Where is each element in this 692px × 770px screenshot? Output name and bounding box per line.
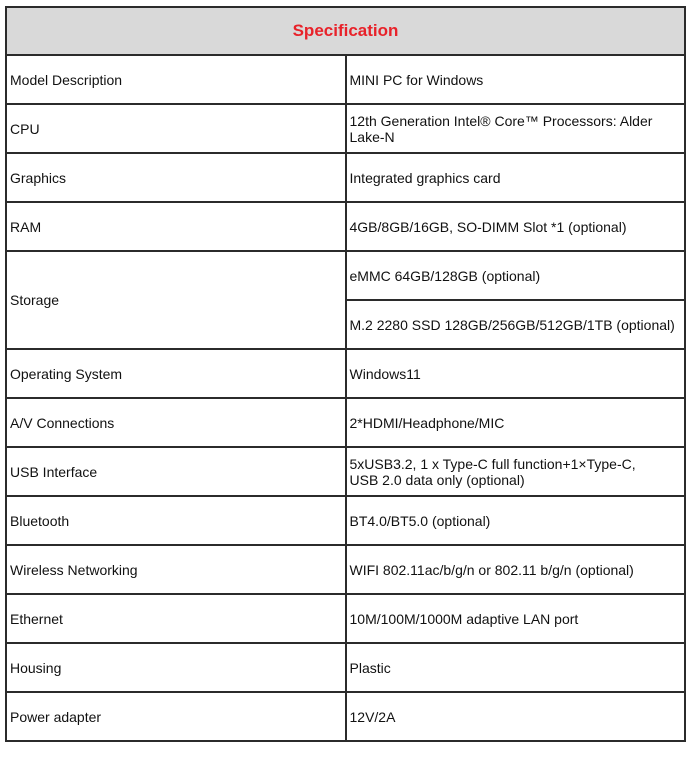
table-row [6, 104, 685, 153]
table-row [6, 496, 685, 545]
table-header-row [6, 7, 685, 55]
specification-table [5, 6, 686, 742]
row-value-operating-system: Windows11 [346, 349, 686, 398]
usb-interface-line-2: USB 2.0 data only (optional) [349, 471, 525, 488]
table-row [6, 594, 685, 643]
row-value-wireless-networking: WIFI 802.11ac/b/g/n or 802.11 b/g/n (optional) [346, 545, 686, 594]
row-value-power-adapter: 12V/2A [346, 692, 686, 741]
table-row [6, 643, 685, 692]
row-value-cpu: 12th Generation Intel® Core™ Processors: Alder Lake-N [346, 104, 686, 153]
row-value-storage-emmc: eMMC 64GB/128GB (optional) [346, 251, 686, 300]
row-label-ethernet: Ethernet [6, 594, 346, 643]
table-row [6, 251, 685, 300]
table-row [6, 398, 685, 447]
table-row [6, 447, 685, 496]
row-value-ethernet: 10M/100M/1000M adaptive LAN port [346, 594, 686, 643]
row-label-cpu: CPU [6, 104, 346, 153]
usb-interface-line-1: 5xUSB3.2, 1 x Type-C full function+1×Type-C, [349, 455, 636, 472]
row-label-ram: RAM [6, 202, 346, 251]
table-row [6, 349, 685, 398]
table-row [6, 202, 685, 251]
row-label-operating-system: Operating System [6, 349, 346, 398]
row-value-ram: 4GB/8GB/16GB, SO-DIMM Slot *1 (optional) [346, 202, 686, 251]
row-value-usb-interface [346, 447, 686, 496]
table-row [6, 545, 685, 594]
row-label-model-description: Model Description [6, 55, 346, 104]
row-value-storage-ssd: M.2 2280 SSD 128GB/256GB/512GB/1TB (optional) [346, 300, 686, 349]
row-label-wireless-networking: Wireless Networking [6, 545, 346, 594]
row-label-usb-interface: USB Interface [6, 447, 346, 496]
table-row [6, 153, 685, 202]
row-label-av-connections: A/V Connections [6, 398, 346, 447]
row-label-power-adapter: Power adapter [6, 692, 346, 741]
row-label-housing: Housing [6, 643, 346, 692]
row-value-av-connections: 2*HDMI/Headphone/MIC [346, 398, 686, 447]
table-row [6, 692, 685, 741]
row-label-storage: Storage [6, 251, 346, 349]
row-value-housing: Plastic [346, 643, 686, 692]
row-value-bluetooth: BT4.0/BT5.0 (optional) [346, 496, 686, 545]
row-label-bluetooth: Bluetooth [6, 496, 346, 545]
row-label-graphics: Graphics [6, 153, 346, 202]
row-value-model-description: MINI PC for Windows [346, 55, 686, 104]
table-row [6, 55, 685, 104]
row-value-graphics: Integrated graphics card [346, 153, 686, 202]
table-title: Specification [6, 7, 685, 55]
